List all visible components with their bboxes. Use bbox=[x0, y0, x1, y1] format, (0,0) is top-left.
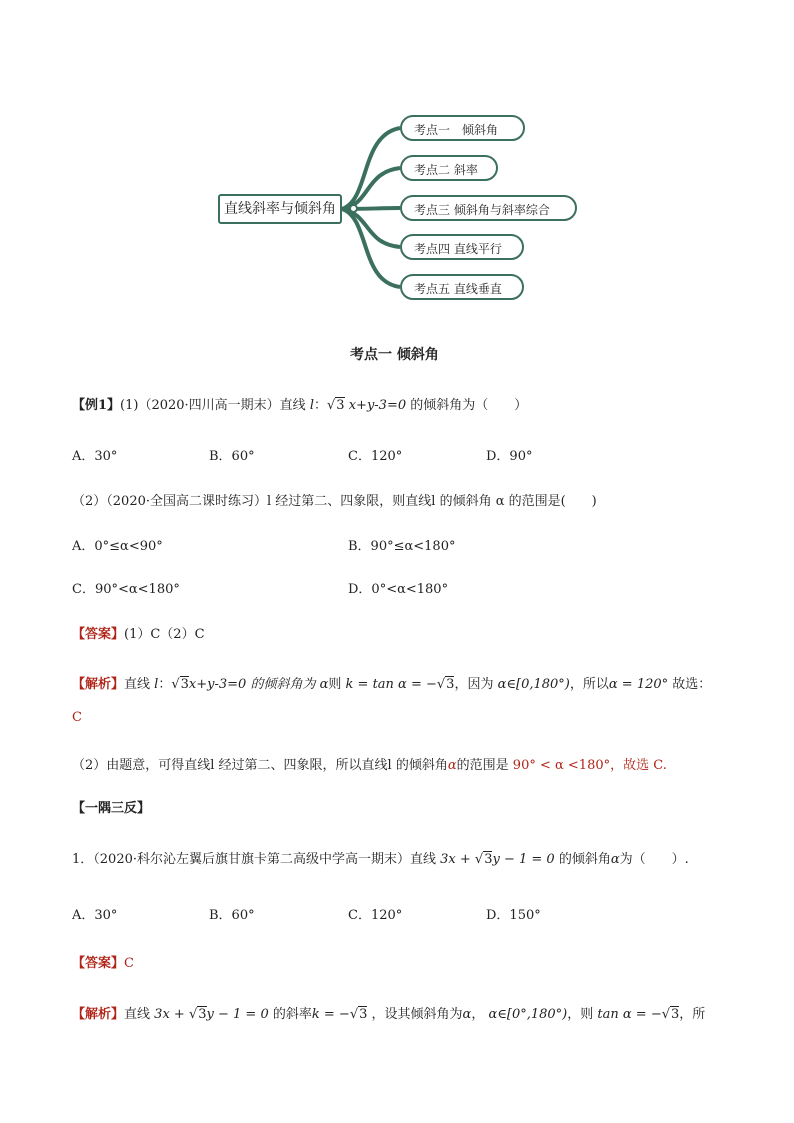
analysis-b: x+y-3=0 的倾斜角为 bbox=[188, 677, 316, 692]
practice-q1-end: 为（ ）. bbox=[619, 852, 689, 867]
practice-sqrt-3: 3 bbox=[484, 852, 493, 867]
mindmap-node-4: 考点四 直线平行 bbox=[400, 234, 524, 260]
analysis-result: α = 120° bbox=[608, 677, 669, 692]
practice-analysis-g: α bbox=[462, 1007, 472, 1022]
line-symbol: l bbox=[309, 398, 314, 413]
q1-prefix: (1)（2020·四川高一期末）直线 bbox=[120, 398, 306, 413]
practice-analysis-k: tan α = − bbox=[597, 1007, 662, 1022]
sqrt-3: 3 bbox=[336, 398, 345, 413]
practice-analysis-sqrt: 3 bbox=[198, 1007, 207, 1022]
practice-analysis: 【解析】直线 3x + √3y − 1 = 0 的斜率k = −√3 ，设其倾斜角为α， α∈[0°,180°)，则 tan α = −√3，所 bbox=[72, 1007, 706, 1022]
practice-q1: 1．（2020·科尔沁左翼后旗甘旗卡第二高级中学高一期末）直线 3x + √3y − 1 = 0 的倾斜角α为（ ）. bbox=[72, 852, 689, 867]
mindmap-node-3: 考点三 倾斜角与斜率综合 bbox=[400, 195, 577, 221]
example-tag: 【例1】 bbox=[72, 398, 121, 413]
practice-q1-text: 1．（2020·科尔沁左翼后旗甘旗卡第二高级中学高一期末）直线 bbox=[72, 852, 436, 867]
analysis2-text: （2）由题意，可得直线l 经过第二、四象限，所以直线l 的倾斜角 bbox=[72, 758, 448, 773]
practice-analysis-j: ，则 bbox=[567, 1007, 594, 1022]
mindmap-center: 直线斜率与倾斜角 bbox=[218, 194, 342, 224]
analysis2-b: 的范围是 bbox=[456, 758, 509, 773]
analysis-sqrt-3b: 3 bbox=[446, 677, 455, 692]
mindmap-node-1: 考点一 倾斜角 bbox=[400, 115, 525, 141]
practice-option-c: C．120° bbox=[348, 908, 403, 923]
analysis-range: α∈[0,180°) bbox=[497, 677, 570, 692]
example1-answer bbox=[72, 623, 205, 642]
mindmap-branches bbox=[0, 0, 794, 320]
analysis-sqrt-3: 3 bbox=[180, 677, 189, 692]
mindmap-center-connector bbox=[349, 204, 358, 213]
analysis-c: 则 bbox=[328, 677, 342, 692]
example1-analysis-2 bbox=[72, 754, 667, 773]
analysis-line-symbol: l bbox=[154, 677, 159, 692]
analysis-g: ，所以 bbox=[569, 677, 609, 692]
mindmap-node-2: 考点二 斜率 bbox=[400, 155, 498, 181]
example1-q2: （2）（2020·全国高二课时练习）l 经过第二、四象限，则直线l 的倾斜角 α 的范围是( ) bbox=[72, 494, 597, 509]
analysis-slope: k = tan α = − bbox=[345, 677, 437, 692]
practice-analysis-i: α∈[0°,180°) bbox=[488, 1007, 568, 1022]
practice-analysis-c: y − 1 = 0 bbox=[206, 1007, 269, 1022]
q1-option-b: B．60° bbox=[209, 449, 255, 464]
mindmap-node-5: 考点五 直线垂直 bbox=[400, 274, 524, 300]
q1-suffix: 的倾斜角为（ ） bbox=[410, 398, 528, 413]
practice-analysis-b: 3x + bbox=[154, 1007, 189, 1022]
practice-q1-suffix: 的倾斜角 bbox=[558, 852, 611, 867]
q1-option-c: C．120° bbox=[348, 449, 403, 464]
analysis-alpha: α bbox=[319, 677, 329, 692]
q1-equation: x+y-3=0 bbox=[348, 398, 407, 413]
q2-option-d: D．0°<α<180° bbox=[348, 582, 449, 597]
analysis2-end: ，故选 C. bbox=[610, 758, 667, 773]
example1-analysis-1: 【解析】直线 l：√3x+y-3=0 的倾斜角为 α则 k = tan α = −√3，因为 α∈[0,180°)，所以α = 120° 故选： bbox=[72, 677, 712, 692]
practice-option-b: B．60° bbox=[209, 908, 255, 923]
analysis-choice: C bbox=[72, 710, 82, 725]
practice-analysis-d: 的斜率 bbox=[272, 1007, 312, 1022]
q2-option-a: A．0°≤α<90° bbox=[72, 539, 163, 554]
practice-q1-eq-b: y − 1 = 0 bbox=[492, 852, 555, 867]
analysis-a: 直线 bbox=[124, 677, 151, 692]
practice-analysis-e: k = − bbox=[311, 1007, 350, 1022]
practice-q1-eq-a: 3x + bbox=[440, 852, 475, 867]
analysis2-range: 90° < α <180° bbox=[512, 758, 611, 773]
q1-option-d: D．90° bbox=[486, 449, 533, 464]
practice-answer-text: C bbox=[124, 956, 134, 971]
analysis-e: ，因为 bbox=[454, 677, 494, 692]
practice-analysis-a: 直线 bbox=[124, 1007, 151, 1022]
q2-option-c: C．90°<α<180° bbox=[72, 582, 180, 597]
practice-option-d: D．150° bbox=[486, 908, 541, 923]
practice-answer bbox=[72, 952, 134, 971]
analysis-tag: 【解析】 bbox=[72, 677, 125, 692]
section-title: 考点一 倾斜角 bbox=[350, 347, 439, 363]
practice-analysis-tag: 【解析】 bbox=[72, 1007, 125, 1022]
practice-q1-alpha: α bbox=[610, 852, 620, 867]
q2-option-b: B．90°≤α<180° bbox=[348, 539, 456, 554]
practice-analysis-h: ， bbox=[471, 1007, 485, 1022]
practice-title: 【一隅三反】 bbox=[72, 801, 151, 816]
practice-analysis-l: ，所 bbox=[679, 1007, 706, 1022]
practice-analysis-sqrt-3: 3 bbox=[671, 1007, 680, 1022]
practice-option-a: A．30° bbox=[72, 908, 118, 923]
practice-answer-tag: 【答案】 bbox=[72, 956, 125, 971]
answer-tag: 【答案】 bbox=[72, 627, 125, 642]
q1-option-a: A．30° bbox=[72, 449, 118, 464]
analysis-i: 故选： bbox=[672, 677, 712, 692]
answer-text: (1）C（2）C bbox=[124, 627, 205, 642]
practice-analysis-f: ，设其倾斜角为 bbox=[371, 1007, 463, 1022]
example1-q1: 【例1】(1)（2020·四川高一期末）直线 l：√3 x+y-3=0 的倾斜角为（ ） bbox=[72, 398, 528, 413]
practice-analysis-sqrt-2: 3 bbox=[359, 1007, 368, 1022]
analysis2-alpha: α bbox=[447, 758, 457, 773]
